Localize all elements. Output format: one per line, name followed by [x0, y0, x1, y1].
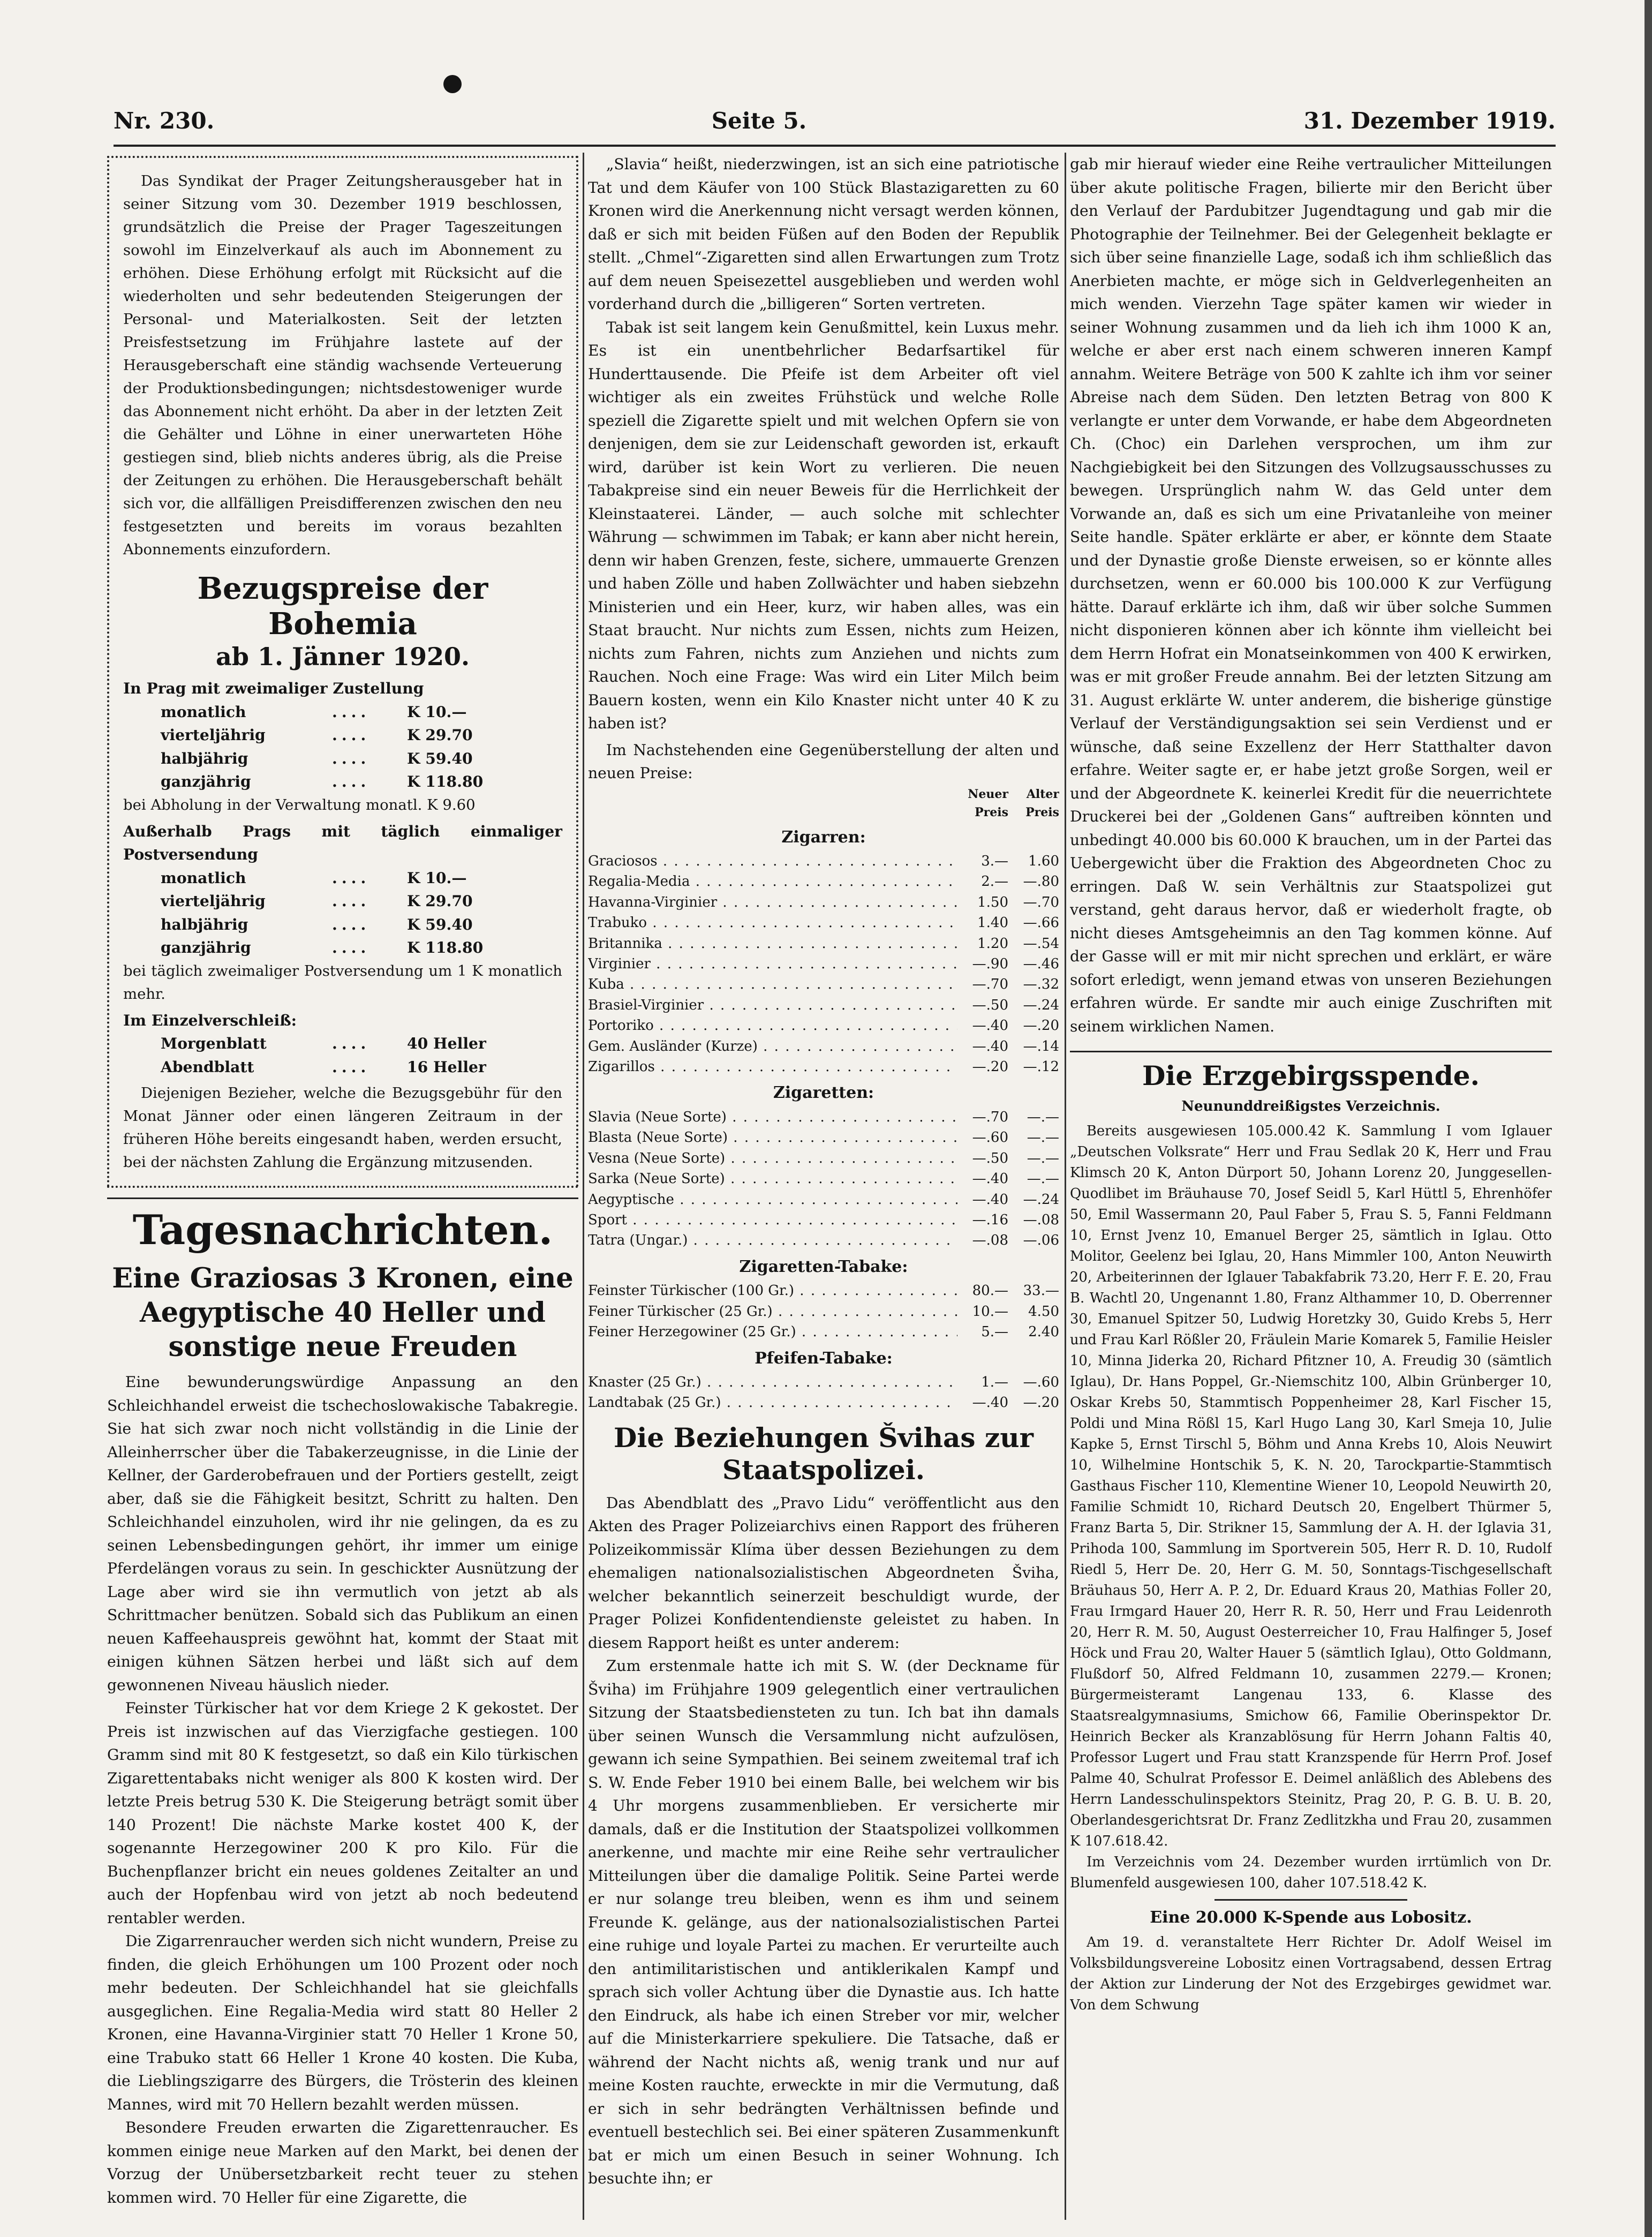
price-row: ganzjährig .... K 118.80	[161, 773, 484, 790]
old-price: —.66	[1023, 915, 1059, 931]
product-name: Kuba . . .	[588, 974, 957, 995]
article-paragraph: Das Abendblatt des „Pravo Lidu“ veröffentlicht aus den Akten des Prager Polizeiarchivs einen Rapport des früheren Polizeikommissär Klíma über dessen Beziehungen zu dem ehemaligen nationalsozialistischen Abgeordneten Šviha, welcher bekanntlich seinerzeit beschuldigt wurde, der Prager Polizei Konfidentendienste geleistet zu haben. In diesem Rapport heißt es unter anderem:	[588, 1494, 1059, 1652]
page-header	[114, 102, 1556, 139]
new-price: 1.—	[981, 1374, 1008, 1391]
new-price: —.40	[972, 1018, 1008, 1034]
old-price: —.—	[1027, 1109, 1059, 1125]
product-name: Feinster Türkischer (100 Gr.) . . .	[588, 1281, 957, 1301]
price-row: halbjährig .... K 59.40	[161, 749, 473, 767]
table-row	[588, 1210, 1059, 1230]
subscription-notice-box	[107, 156, 578, 1188]
price-row: monatlich .... K 10.—	[161, 869, 467, 887]
article-paragraph: gab mir hierauf wieder eine Reihe vertraulicher Mitteilungen über akute politische Fragen, bilierte mir den Bericht über den Verlauf der Pardubitzer Jugendtagung und gab mir die Photographie der Teilnehmer. Bei der Gelegenheit beklagte er sich über seine finanzielle Lage, sodaß ich ihm schließlich das Anerbieten machte, er möge sich in Geldverlegenheiten an mich wenden. Vierzehn Tage später kamen wir wieder in seiner Wohnung zusammen und da lieh ich ihm 1000 K an, welche er aber erst nach einem schweren inneren Kampf annahm. Weitere Beträge von 500 K zahlte ich ihm vor seiner Abreise nach dem Süden. Den letzten Betrag von 800 K verlangte er unter dem Vorwande, er habe dem Abgeordneten Ch. (Choc) ein Darlehen versprochen, um ihm zur Nachgiebigkeit bei den Sitzungen des Vollzugsausschusses zu bewegen. Ursprünglich nahm W. das Geld unter dem Vorwande an, daß es sich um eine Privatanleihe von meiner Seite handle. Später erklärte er aber, er könnte dem Staate und der Dynastie große Dienste erweisen, so er könnte alles durchsetzen, wenn er 60.000 bis 100.000 K zur Verfügung hätte. Darauf erklärte ich ihm, daß wir über solche Summen nicht disponieren können aber ich könnte ihm vielleicht bei dem Herrn Hofrat ein Monatseinkommen von 400 K erwirken, was er mit großer Freude annahm. Bei der letzten Sitzung am 31. August erklärte W. unter anderem, die bisherige günstige Verlauf der Verständigungsaktion sei sein Verdienst und er wünsche, daß seine Exzellenz der Herr Statthalter davon erfahre. Weiter sagte er, er habe jetzt große Sorgen, weil er und der Abgeordnete K. keinerlei Kredit für die neuerrichtete Druckerei bei der „Goldenen Gans“ auftreiben könnten und unbedingt 40.000 bis 60.000 K brauchen, um in der Partei das Uebergewicht über die Fraktion des Abgeordneten Choc zu erringen. Daß W. sein Verhältnis zur Staatspolizei gut verstand, geht daraus hervor, daß er wiederholt fragte, ob nicht dieses Amtsgeheimnis an den Tag kommen könne. Auf der Gasse will er mit mir nicht sprechen und erklärt, er wäre sofort erledigt, wenn jemand etwas von unseren Beziehungen erfahren würde. Er sandte mir auch einige Zuschriften mit seinem wirklichen Namen.	[1070, 155, 1552, 1035]
price-row: monatlich .... K 10.—	[161, 703, 467, 721]
table-row	[588, 1392, 1059, 1413]
table-row	[588, 1189, 1059, 1210]
product-name: Portoriko . . .	[588, 1015, 957, 1036]
table-group-title: Zigarren:	[781, 827, 866, 847]
issue-date: 31. Dezember 1919.	[1303, 107, 1556, 134]
price-row: vierteljährig .... K 29.70	[161, 726, 473, 744]
product-name: Virginier . . .	[588, 954, 957, 974]
ausser-price-list	[123, 867, 562, 960]
product-name: Feiner Herzegowiner (25 Gr.) . . .	[588, 1322, 957, 1342]
product-name: Graciosos . . .	[588, 851, 957, 871]
table-row	[588, 1281, 1059, 1301]
new-price: —.70	[972, 1109, 1008, 1125]
table-row	[588, 892, 1059, 913]
old-price: —.60	[1023, 1374, 1059, 1391]
price-row: Morgenblatt .... 40 Heller	[161, 1035, 486, 1052]
product-name: Britannika . . .	[588, 933, 957, 954]
table-row	[588, 1230, 1059, 1251]
table-row	[588, 1301, 1059, 1322]
article-paragraph: Eine bewunderungswürdige Anpassung an den Schleichhandel erweist die tschechoslowakische Tabakregie. Sie hat sich zwar noch nicht vollständig in die Linie der Alleinherrscher über die Tabakerzeugnisse, in die Linie der Kellner, der Garderobefrauen und der Portiers gestellt, zeigt aber, daß sie die Fähigkeit besitzt, Schritt zu halten. Den Schleichhandel einzuholen, wird ihr nie gelingen, da es zu seinen Lebensbedingungen gehört, ihr immer um einige Pferdelängen voraus zu sein. In geschickter Ausnützung der Lage aber wird sie ihn vermutlich von jetzt ab als Schrittmacher benützen. Sobald sich das Publikum an einen neuen Kaffeehauspreis gewöhnt hat, kommt der Staat mit einigen kühnen Sätzen herbei und läßt sich auf dem gewonnenen Niveau häuslich nieder.	[107, 1373, 578, 1694]
table-row	[588, 933, 1059, 954]
einzel-price-list	[123, 1032, 562, 1079]
spende-paragraph: Am 19. d. veranstaltete Herr Richter Dr. Adolf Weisel im Volksbildungsvereine Lobositz einen Vortragsabend, dessen Ertrag der Aktion zur Linderung der Not des Erzgebirges gewidmet war. Von dem Schwung	[1070, 1934, 1552, 2013]
table-row	[588, 1127, 1059, 1148]
table-row	[588, 1107, 1059, 1127]
product-name: Havanna-Virginier . . .	[588, 892, 957, 913]
prag-heading: In Prag mit zweimaliger Zustellung	[123, 680, 424, 697]
table-row	[588, 954, 1059, 974]
table-header	[588, 785, 1059, 822]
table-group-title: Zigaretten:	[773, 1083, 874, 1103]
product-name: Sarka (Neue Sorte) . . .	[588, 1169, 957, 1189]
old-price: 2.40	[1028, 1324, 1059, 1340]
sviha-headline: Die Beziehungen Švihas zur Staatspolizei.	[614, 1421, 1034, 1486]
table-row	[588, 1057, 1059, 1077]
old-price: —.70	[1023, 894, 1059, 910]
old-price: —.80	[1023, 873, 1059, 890]
product-name: Knaster (25 Gr.) . . .	[588, 1372, 957, 1392]
product-name: Slavia (Neue Sorte) . . .	[588, 1107, 957, 1127]
tobacco-headline: Eine Graziosas 3 Kronen, eine Aegyptische 40 Heller und sonstige neue Freuden	[112, 1262, 574, 1363]
fund-list: Bereits ausgewiesen 105.000.42 K. Sammlung I vom Iglauer „Deutschen Volksrate“ Herr und Frau Sedlak 20 K, Herr und Frau Klimsch 20 K, Anton Dürport 50, Johann Lorenz 20, Junggesellen-Quodlibet im Bräuhause 70, Josef Seidl 5, Karl Hüttl 5, Ehrenhöfer 50, Emil Wassermann 20, Paul Faber 5, Frau S. 5, Fanni Feldmann 10, Ernst Jvenz 10, Emanuel Berger 25, sämtlich in Iglau. Otto Molitor, Geelenz bei Iglau, 20, Hans Mimmler 100, Anton Neuwirth 20, Arbeiterinnen der Iglauer Tabakfabrik 73.20, Herr F. E. 20, Frau B. Wachtl 20, Ungenannt 1.80, Franz Althammer 10, D. Oberrenner 30, Emanuel Spitzer 50, Ludwig Horetzky 30, Guido Krebs 5, Herr und Frau Karl Rößler 20, Fräulein Marie Komarek 5, Familie Heisler 10, Minna Jiderka 20, Richard Pfitzner 10, A. Freudig 30 (sämtlich Iglau), Dr. Hans Poppel, Gr.-Niemschitz 100, Albin Grünberger 10, Oskar Krebs 50, Stammtisch Poppenheimer 28, Karl Fischer 15, Poldi und Mina Rößl 15, Karl Hugo Lang 30, Karl Smeja 10, Julie Kapke 5, Ernst Tirschl 5, Böhm und Anna Krebs 10, Alois Neuwirt 10, Wilhelmine Hontschik 5, K. N. 20, Tarockpartie-Stammtisch Gasthaus Fischer 110, Klementine Wiener 10, Leopold Neuwirth 20, Familie Schmidt 10, Richard Deutsch 20, Engelbert Thürmer 5, Franz Barta 5, Dir. Strikner 15, Sammlung der A. H. der Iglavia 31, Prihoda 100, Sammlung im Sportverein 505, Herr R. D. 10, Rudolf Riedl 5, Herr De. 20, Herr G. M. 50, Sonntags-Tischgesellschaft Bräuhaus 50, Herr A. P. 2, Dr. Eduard Kraus 20, Mathias Foller 20, Frau Irmgard Hauer 20, Herr R. R. 50, Herr und Frau Leidenroth 20, Herr R. M. 50, August Oesterreicher 10, Frau Halfinger 5, Josef Höck und Frau 20, Walter Hauer 5 (sämtlich Iglau), Otto Goldmann, Flußdorf 50, Alfred Feldmann 10, zusammen 2279.— Kronen; Bürgermeisteramt Langenau 133, 6. Klasse des Staatsrealgymnasiums, Smichow 66, Familie Oberinspektor Dr. Heinrich Becker als Kranzablösung für Herrn Johann Faltis 40, Professor Lugert und Frau statt Kranzspende für Herrn Prof. Josef Palme 40, Schulrat Professor E. Deimel anläßlich des Ablebens des Herrn Landesschulinspektors Steinitz, Prag 20, P. G. B. U. B. 20, Oberlandesgerichtsrat Dr. Franz Zedlitzkha und Frau 20, zusammen K 107.618.42.	[1070, 1123, 1552, 1849]
table-row	[588, 1322, 1059, 1342]
new-price: 2.—	[981, 873, 1008, 890]
column-2	[588, 153, 1059, 2190]
price-table	[588, 785, 1059, 1413]
product-name: Vesna (Neue Sorte) . . .	[588, 1148, 957, 1169]
new-price: 1.40	[977, 915, 1008, 931]
old-price: —.—	[1027, 1129, 1059, 1146]
table-row	[588, 1169, 1059, 1189]
new-price: 5.—	[981, 1324, 1008, 1340]
header-rule	[114, 145, 1556, 147]
article-paragraph: Die Zigarrenraucher werden sich nicht wundern, Preise zu finden, die gleich Erhöhungen um 100 Prozent oder noch mehr bedeuten. Der Schleichhandel hat sie gleichfalls ausgeglichen. Eine Regalia-Media wird statt 80 Heller 2 Kronen, eine Havanna-Virginier statt 70 Heller 1 Krone 50, eine Trabuko statt 66 Heller 1 Krone 40 kosten. Die Kuba, die Lieblingszigarre des Bürgers, die Trösterin des kleinen Mannes, wird mit 70 Hellern bezahlt werden müssen.	[107, 1932, 578, 2113]
section-title: Tagesnachrichten.	[107, 1197, 578, 1256]
price-groups	[588, 826, 1059, 1413]
new-price: —.50	[972, 997, 1008, 1013]
old-price: 33.—	[1023, 1283, 1059, 1299]
old-price: 4.50	[1028, 1303, 1059, 1320]
product-name: Tatra (Ungar.) . . .	[588, 1230, 957, 1251]
product-name: Landtabak (25 Gr.) . . .	[588, 1392, 957, 1413]
zweimalig-note: bei täglich zweimaliger Postversendung um 1 K monatlich mehr.	[123, 962, 562, 1003]
prag-price-list	[123, 701, 562, 794]
article-paragraph: Zum erstenmale hatte ich mit S. W. (der Deckname für Šviha) im Frühjahre 1909 gelegentlich einer vertraulichen Sitzung der Staatsbediensteten zu tun. Ich bat ihn damals über seinen Wunsch die Versammlung nicht aufzulösen, gewann ich seine Sympathien. Bei seinem zweitemal traf ich S. W. Ende Feber 1910 bei einem Balle, bei welchem wir bis 4 Uhr morgens zusammenblieben. Er versicherte mir damals, daß er die Institution der Staatspolizei vollkommen anerkenne, und machte mir eine Reihe sehr vertraulicher Mitteilungen über die damalige Politik. Seine Partei werde er nur solange treu bleiben, wenn es ihm und seinem Freunde K. gelänge, aus der nationalsozialistischen Partei eine ruhige und loyale Partei zu machen. Er verurteilte auch den antimilitaristischen und antiklerikalen Kampf und sprach sich voller Achtung über die Dynastie aus. Ich hatte den Eindruck, als habe ich einen Streber vor mir, welcher auf die Ministerkarriere spekuliere. Die Tatsache, daß er während der Nacht nichts aß, wenig trank und nur auf meine Kosten rauchte, erweckte in mir die Vermutung, daß er sich in sehr bedrängten Verhältnissen befinde und eventuell bestechlich sei. Bei einer späteren Zusammenkunft bat er mich um einen Besuch in seiner Wohnung. Ich besuchte ihn; er	[588, 1657, 1059, 2188]
ad-title: Bezugspreise der Bohemia	[197, 571, 488, 642]
new-price: —.40	[972, 1191, 1008, 1208]
column-rule-2	[1065, 153, 1066, 2220]
old-price: —.—	[1027, 1150, 1059, 1166]
product-name: Aegyptische . . .	[588, 1189, 957, 1210]
old-price: —.—	[1027, 1171, 1059, 1187]
fund-title: Die Erzgebirgsspende.	[1070, 1051, 1552, 1093]
ad-note: Diejenigen Bezieher, welche die Bezugsgebühr für den Monat Jänner oder einen längeren Zeitraum in der früheren Höhe bereits eingesandt haben, werden ersucht, bei der nächsten Zahlung die Ergänzung mitzusenden.	[123, 1084, 562, 1171]
table-row	[588, 974, 1059, 995]
old-price: —.32	[1023, 976, 1059, 993]
old-price: —.46	[1023, 956, 1059, 973]
old-price: —.08	[1023, 1212, 1059, 1228]
page-number: Seite 5.	[711, 107, 807, 134]
issue-number: Nr. 230.	[114, 107, 215, 134]
article-paragraph: Tabak ist seit langem kein Genußmittel, kein Luxus mehr. Es ist ein unentbehrlicher Bedarfsartikel für Hunderttausende. Die Pfeife ist dem Arbeiter oft viel wichtiger als ein zweites Frühstück und welche Rolle speziell die Zigarette spielt und mit welchen Opfern sie von denjenigen, dem sie zur Leidenschaft geworden ist, erkauft wird, darüber ist kein Wort zu verlieren. Die neuen Tabakpreise sind ein neuer Beweis für die Herrlichkeit der Kleinstaaterei. Länder, — auch solche mit schlechter Währung — schwimmen im Tabak; er kann aber nicht herein, denn wir haben Grenzen, feste, sichere, ummauerte Grenzen und haben Zölle und haben Zollwächter und haben siebzehn Ministerien und ein Heer, kurz, wir haben alles, was ein Staat braucht. Nur nichts zum Essen, nichts zum Heizen, nichts zum Fahren, nichts zum Anziehen und nichts zum Rauchen. Noch eine Frage: Was wird ein Liter Milch beim Bauern kosten, wenn ein Kilo Knaster nicht unter 40 K zu haben ist?	[588, 318, 1059, 732]
article-paragraph: „Slavia“ heißt, niederzwingen, ist an sich eine patriotische Tat und dem Käufer von 100 Stück Blastazigaretten zu 60 Kronen wird die Anerkennung nicht versagt werden können, daß er sich mit beiden Füßen auf den Boden der Republik stellt. „Chmel“-Zigaretten sind allen Erwartungen zum Trotz auf dem neuen Speisezettel ausgeblieben und werden wohl vorderhand durch die „billigeren“ Sorten vertreten.	[588, 155, 1059, 313]
product-name: Gem. Ausländer (Kurze) . . .	[588, 1036, 957, 1057]
ad-subtitle: ab 1. Jänner 1920.	[215, 642, 470, 671]
old-price: 1.60	[1028, 853, 1059, 869]
old-price: —.14	[1023, 1038, 1059, 1055]
new-price: —.20	[972, 1059, 1008, 1075]
col-new-header: Neuer Preis	[968, 787, 1008, 819]
abholung-note: bei Abholung in der Verwaltung monatl. K 9.60	[123, 796, 476, 814]
new-price: —.90	[972, 956, 1008, 973]
table-row	[588, 1148, 1059, 1169]
product-name: Trabuko . . .	[588, 913, 957, 933]
product-name: Blasta (Neue Sorte) . . .	[588, 1127, 957, 1148]
new-price: 1.20	[977, 935, 1008, 952]
old-price: —.20	[1023, 1018, 1059, 1034]
article-paragraph: Besondere Freuden erwarten die Zigarettenraucher. Es kommen einige neue Marken auf den Markt, bei denen der Vorzug der Unübersetzbarkeit recht teuer zu stehen kommen wird. 70 Heller für eine Zigarette, die	[107, 2119, 578, 2206]
new-price: —.70	[972, 976, 1008, 993]
punch-hole	[443, 75, 462, 93]
column-rule-1	[583, 153, 584, 2220]
new-price: —.40	[972, 1171, 1008, 1187]
scan-edge	[1645, 0, 1652, 2237]
product-name: Zigarillos . . .	[588, 1057, 957, 1077]
new-price: 1.50	[977, 894, 1008, 910]
old-price: —.12	[1023, 1059, 1059, 1075]
new-price: —.40	[972, 1395, 1008, 1411]
old-price: —.54	[1023, 935, 1059, 952]
col-old-header: Alter Preis	[1025, 787, 1059, 819]
table-row	[588, 1036, 1059, 1057]
new-price: 80.—	[972, 1283, 1008, 1299]
product-name: Brasiel-Virginier . . .	[588, 995, 957, 1015]
old-price: —.20	[1023, 1395, 1059, 1411]
new-price: —.08	[972, 1232, 1008, 1249]
price-row: ganzjährig .... K 118.80	[161, 939, 484, 956]
ausser-heading: Außerhalb Prags mit täglich einmaliger Postversendung	[123, 822, 562, 863]
divider	[1215, 1899, 1407, 1901]
article-paragraph: Feinster Türkischer hat vor dem Kriege 2 K gekostet. Der Preis ist inzwischen auf das Vierzigfache gestiegen. 100 Gramm sind mit 80 K festgesetzt, so daß ein Kilo türkischen Zigarettentabaks nicht weniger als 800 K kosten wird. Der letzte Preis betrug 530 K. Die Steigerung beträgt somit über 140 Prozent! Die nächste Marke kostet 400 K, der sogenannte Herzegowiner 200 K pro Kilo. Für die Buchenpflanzer bricht ein neues goldenes Zeitalter an und auch der Hopfenbau wird von jetzt ab noch bedeutend rentabler werden.	[107, 1699, 578, 1927]
product-name: Sport . . .	[588, 1210, 957, 1230]
table-row	[588, 995, 1059, 1015]
product-name: Regalia-Media . . .	[588, 871, 957, 892]
table-row	[588, 1015, 1059, 1036]
new-price: —.40	[972, 1038, 1008, 1055]
old-price: —.24	[1023, 997, 1059, 1013]
column-1	[107, 153, 578, 2209]
new-price: —.50	[972, 1150, 1008, 1166]
old-price: —.24	[1023, 1191, 1059, 1208]
new-price: 10.—	[972, 1303, 1008, 1320]
old-price: —.06	[1023, 1232, 1059, 1249]
spende-title: Eine 20.000 K-Spende aus Lobositz.	[1150, 1908, 1472, 1927]
table-row	[588, 1372, 1059, 1392]
column-3	[1070, 153, 1552, 2016]
table-group-title: Zigaretten-Tabake:	[739, 1257, 908, 1276]
table-row	[588, 851, 1059, 871]
table-intro: Im Nachstehenden eine Gegenüberstellung der alten und neuen Preise:	[588, 741, 1059, 782]
fund-correction: Im Verzeichnis vom 24. Dezember wurden irrtümlich von Dr. Blumenfeld ausgewiesen 100, daher 107.518.42 K.	[1070, 1854, 1552, 1891]
table-row	[588, 871, 1059, 892]
table-group-title: Pfeifen-Tabake:	[755, 1349, 893, 1368]
syndicate-notice: Das Syndikat der Prager Zeitungsherausgeber hat in seiner Sitzung vom 30. Dezember 1919 beschlossen, grundsätzlich die Preise der Prager Tageszeitungen sowohl im Einzelverkauf als auch im Abonnement zu erhöhen. Diese Erhöhung erfolgt mit Rücksicht auf die wiederholten und sehr bedeutenden Steigerungen der Personal- und Materialkosten. Seit der letzten Preisfestsetzung im Frühjahre lastete auf der Herausgeberschaft eine ständig wachsende Verteuerung der Produktionsbedingungen; nichtsdestoweniger wurde das Abonnement nicht erhöht. Da aber in der letzten Zeit die Gehälter und Löhne in einer unerwarteten Höhe gestiegen sind, blieb nichts anderes übrig, als die Preise der Zeitungen zu erhöhen. Die Herausgeberschaft behält sich vor, die allfälligen Preisdifferenzen zwischen den neu festgesetzten und bereits im voraus bezahlten Abonnements einzufordern.	[123, 172, 562, 558]
new-price: —.60	[972, 1129, 1008, 1146]
price-row: vierteljährig .... K 29.70	[161, 892, 473, 910]
new-price: —.16	[972, 1212, 1008, 1228]
new-price: 3.—	[981, 853, 1008, 869]
price-row: halbjährig .... K 59.40	[161, 915, 473, 933]
fund-subtitle: Neununddreißigstes Verzeichnis.	[1181, 1098, 1440, 1114]
einzel-heading: Im Einzelverschleiß:	[123, 1011, 297, 1029]
product-name: Feiner Türkischer (25 Gr.) . . .	[588, 1301, 957, 1322]
table-row	[588, 913, 1059, 933]
price-row: Abendblatt .... 16 Heller	[161, 1058, 486, 1076]
